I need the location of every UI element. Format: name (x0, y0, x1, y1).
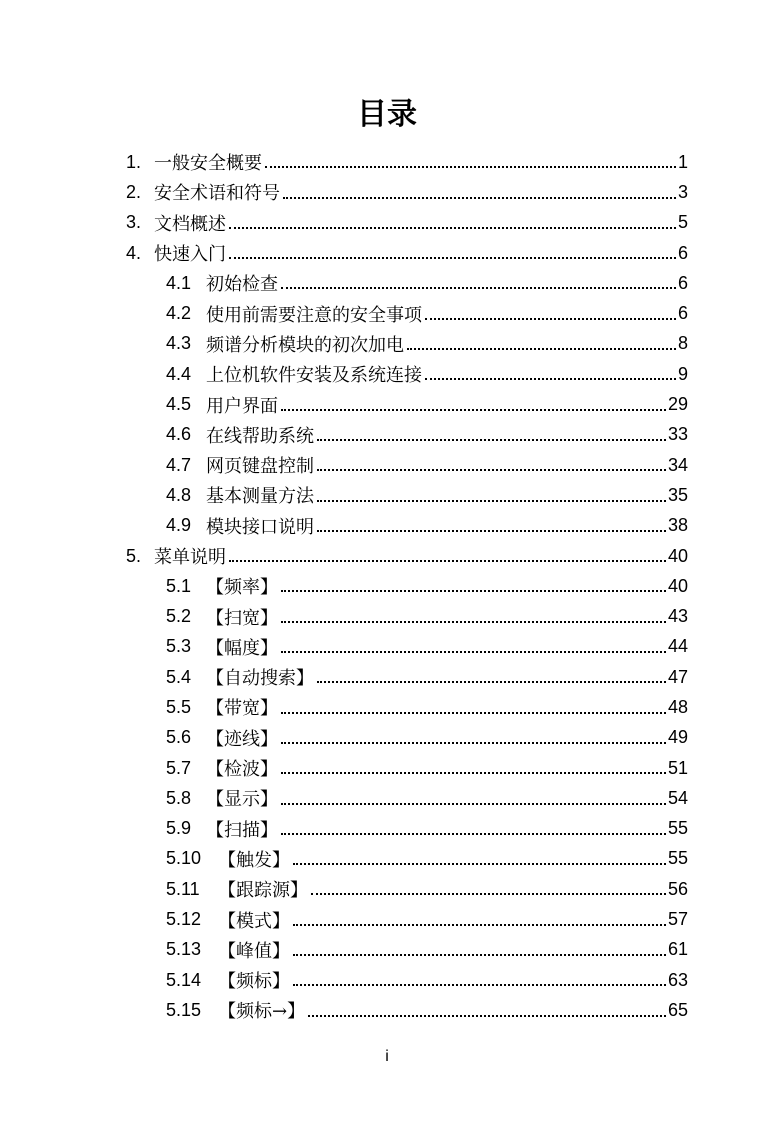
toc-dot-leader (281, 651, 666, 653)
toc-entry[interactable] (0, 662, 774, 692)
toc-entry[interactable] (0, 329, 774, 359)
toc-dot-leader (283, 197, 676, 199)
toc-entry[interactable] (0, 571, 774, 601)
toc-entry[interactable] (0, 511, 774, 541)
toc-entry-page: 9 (677, 363, 688, 384)
toc-entry-page: 57 (667, 909, 688, 930)
toc-entry-title: 【频标→】 (218, 1001, 306, 1023)
toc-entry[interactable] (0, 904, 774, 934)
toc-entry[interactable] (0, 177, 774, 207)
toc-dot-leader (425, 318, 676, 320)
toc-entry-title: 网页键盘控制 (206, 456, 314, 478)
toc-entry-number: 5.13 (166, 939, 202, 960)
toc-entry-number: 5.15 (166, 999, 202, 1020)
toc-entry-page: 51 (667, 757, 688, 778)
toc-entry-title: 【自动搜索】 (206, 668, 314, 690)
toc-dot-leader (317, 500, 666, 502)
toc-entry-page: 40 (667, 575, 688, 596)
toc-entry-number: 5.6 (166, 727, 192, 748)
toc-entry[interactable] (0, 632, 774, 662)
toc-entry-number: 5.2 (166, 606, 192, 627)
toc-entry-number: 1. (126, 151, 142, 172)
toc-entry-page: 65 (667, 999, 688, 1020)
toc-dot-leader (407, 348, 676, 350)
toc-entry[interactable] (0, 480, 774, 510)
toc-entry-number: 5.7 (166, 757, 192, 778)
toc-entry[interactable] (0, 268, 774, 298)
toc-dot-leader (293, 863, 666, 865)
toc-entry-number: 5.8 (166, 787, 192, 808)
toc-entry[interactable] (0, 389, 774, 419)
toc-dot-leader (308, 1015, 666, 1017)
toc-entry-number: 4.9 (166, 515, 192, 536)
toc-dot-leader (229, 227, 676, 229)
toc-dot-leader (281, 742, 666, 744)
toc-entry-number: 5.4 (166, 666, 192, 687)
toc-dot-leader (293, 924, 666, 926)
toc-dot-leader (425, 378, 676, 380)
toc-entry[interactable] (0, 965, 774, 995)
toc-entry-page: 54 (667, 787, 688, 808)
toc-entry-page: 6 (677, 242, 688, 263)
toc-entry-number: 5.10 (166, 848, 202, 869)
toc-entry-page: 48 (667, 696, 688, 717)
toc-entry-title: 【迹线】 (206, 728, 278, 750)
toc-entry-page: 63 (667, 969, 688, 990)
toc-entry-number: 4.8 (166, 484, 192, 505)
toc-entry-page: 40 (667, 545, 688, 566)
toc-dot-leader (281, 833, 666, 835)
toc-dot-leader (293, 984, 666, 986)
toc-entry-title: 【频标】 (218, 971, 290, 993)
page-title: 目录 (357, 97, 417, 132)
toc-entry-title: 【频率】 (206, 577, 278, 599)
toc-entry-number: 4.6 (166, 424, 192, 445)
toc-entry-title: 【幅度】 (206, 637, 278, 659)
toc-dot-leader (281, 803, 666, 805)
toc-dot-leader (317, 681, 666, 683)
toc-entry-number: 3. (126, 212, 142, 233)
toc-entry-page: 55 (667, 848, 688, 869)
toc-dot-leader (311, 893, 666, 895)
toc-entry-number: 5.11 (166, 878, 200, 899)
toc-entry[interactable] (0, 753, 774, 783)
toc-entry-page: 3 (677, 181, 688, 202)
toc-entry-title: 频谱分析模块的初次加电 (206, 334, 404, 356)
toc-entry[interactable] (0, 995, 774, 1025)
toc-entry-page: 38 (667, 515, 688, 536)
toc-entry-number: 5. (126, 545, 142, 566)
toc-entry[interactable] (0, 298, 774, 328)
toc-entry-page: 8 (677, 333, 688, 354)
toc-entry-page: 47 (667, 666, 688, 687)
toc-entry-title: 【带宽】 (206, 698, 278, 720)
toc-dot-leader (281, 287, 676, 289)
toc-dot-leader (293, 954, 666, 956)
toc-entry-title: 使用前需要注意的安全事项 (206, 304, 422, 326)
toc-entry-title: 快速入门 (154, 244, 226, 266)
toc-entry-page: 6 (677, 272, 688, 293)
toc-entry-page: 44 (667, 636, 688, 657)
toc-entry-page: 34 (667, 454, 688, 475)
toc-entry-page: 1 (677, 151, 688, 172)
toc-entry-title: 在线帮助系统 (206, 425, 314, 447)
toc-entry-number: 4.1 (166, 272, 192, 293)
toc-entry-number: 5.9 (166, 818, 192, 839)
toc-entry[interactable] (0, 147, 774, 177)
toc-entry-number: 5.14 (166, 969, 202, 990)
toc-entry[interactable] (0, 601, 774, 631)
toc-entry-page: 6 (677, 303, 688, 324)
toc-entry-title: 【检波】 (206, 759, 278, 781)
toc-entry[interactable] (0, 723, 774, 753)
toc-entry-title: 基本测量方法 (206, 486, 314, 508)
toc-dot-leader (317, 439, 666, 441)
toc-entry[interactable] (0, 874, 774, 904)
page-number-footer: i (385, 1048, 389, 1065)
toc-entry-page: 29 (667, 394, 688, 415)
toc-entry-title: 模块接口说明 (206, 516, 314, 538)
toc-entry-number: 5.1 (166, 575, 192, 596)
toc-entry-title: 文档概述 (154, 213, 226, 235)
toc-entry-title: 【扫宽】 (206, 607, 278, 629)
toc-dot-leader (317, 530, 666, 532)
toc-entry-page: 55 (667, 818, 688, 839)
toc-entry-title: 【显示】 (206, 789, 278, 811)
toc-entry-page: 35 (667, 484, 688, 505)
toc-entry-title: 安全术语和符号 (154, 183, 280, 205)
toc-entry[interactable] (0, 814, 774, 844)
toc-entry[interactable] (0, 692, 774, 722)
toc-dot-leader (229, 257, 676, 259)
toc-entry[interactable] (0, 208, 774, 238)
toc-entry-title: 【模式】 (218, 910, 290, 932)
toc-entry-number: 4.4 (166, 363, 192, 384)
toc-entry-title: 【触发】 (218, 849, 290, 871)
table-of-contents (0, 147, 774, 1026)
toc-entry[interactable] (0, 359, 774, 389)
toc-entry-title: 【扫描】 (206, 819, 278, 841)
toc-entry-number: 5.5 (166, 696, 192, 717)
toc-entry[interactable] (0, 935, 774, 965)
toc-entry-number: 4. (126, 242, 142, 263)
toc-entry-number: 5.12 (166, 909, 202, 930)
toc-entry-title: 【峰值】 (218, 940, 290, 962)
toc-entry-number: 4.7 (166, 454, 192, 475)
toc-entry-page: 56 (667, 878, 688, 899)
toc-entry-page: 49 (667, 727, 688, 748)
toc-dot-leader (281, 590, 666, 592)
toc-entry-page: 33 (667, 424, 688, 445)
toc-entry-title: 初始检查 (206, 274, 278, 296)
toc-entry-page: 43 (667, 606, 688, 627)
toc-dot-leader (317, 469, 666, 471)
toc-entry-number: 4.5 (166, 394, 192, 415)
toc-dot-leader (265, 166, 676, 168)
toc-entry-page: 61 (667, 939, 688, 960)
toc-dot-leader (281, 712, 666, 714)
toc-dot-leader (281, 621, 666, 623)
toc-dot-leader (229, 560, 666, 562)
toc-entry-page: 5 (677, 212, 688, 233)
toc-entry[interactable] (0, 541, 774, 571)
toc-dot-leader (281, 409, 666, 411)
toc-entry[interactable] (0, 450, 774, 480)
toc-entry-number: 5.3 (166, 636, 192, 657)
toc-entry-title: 上位机软件安装及系统连接 (206, 365, 422, 387)
toc-entry-title: 一般安全概要 (154, 153, 262, 175)
toc-entry-number: 4.3 (166, 333, 192, 354)
toc-entry[interactable] (0, 783, 774, 813)
toc-entry-number: 2. (126, 181, 142, 202)
toc-dot-leader (281, 772, 666, 774)
toc-entry-title: 用户界面 (206, 395, 278, 417)
toc-entry-title: 菜单说明 (154, 547, 226, 568)
toc-entry-title: 【跟踪源】 (218, 880, 308, 902)
toc-entry-number: 4.2 (166, 303, 192, 324)
toc-entry[interactable] (0, 844, 774, 874)
toc-entry[interactable] (0, 420, 774, 450)
toc-entry[interactable] (0, 238, 774, 268)
